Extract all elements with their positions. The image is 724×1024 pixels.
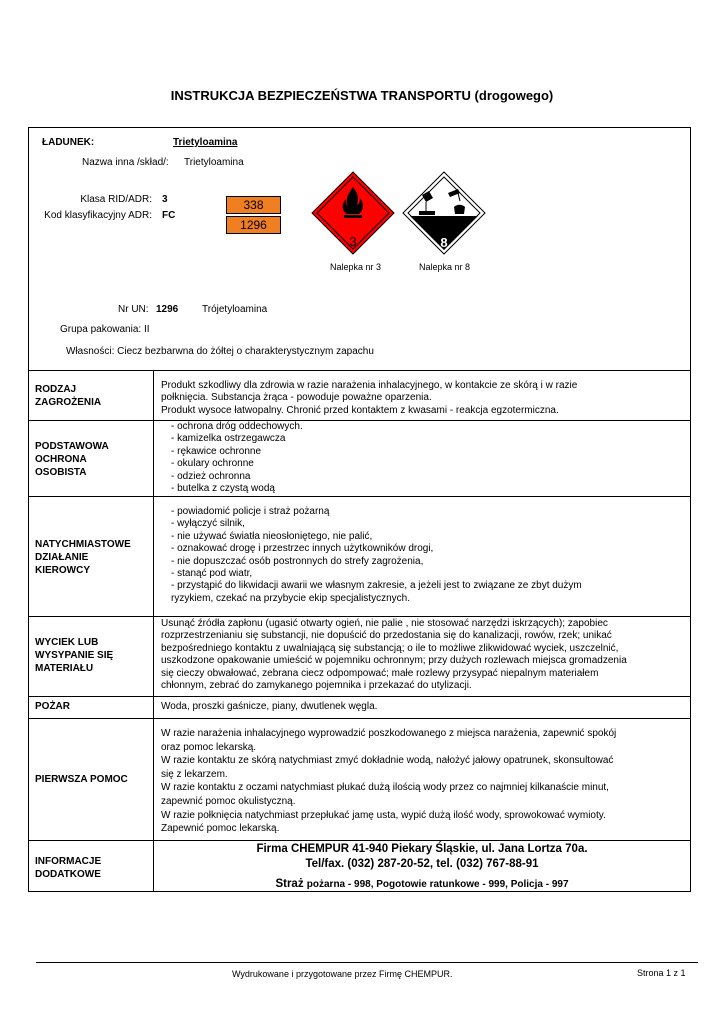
additional-info-label: INFORMACJE DODATKOWE: [35, 856, 102, 880]
class-value: 3: [162, 194, 168, 205]
properties: Własności: Ciecz bezbarwna do żółtej o charakterystycznym zapachu: [66, 346, 374, 357]
divider: [28, 496, 691, 497]
fire-label: POŻAR: [35, 701, 70, 712]
list-item: - okulary ochronne: [171, 458, 254, 470]
spill-label: WYCIEK LUB WYSYPANIE SIĘ MATERIAŁU: [35, 637, 114, 674]
list-item: - butelka z czystą wodą: [171, 483, 275, 495]
hazard-label: RODZAJ ZAGROŻENIA: [35, 384, 102, 408]
list-item: - przystąpić do likwidacji awarii we własnym zakresie, a jeżeli jest to związane ze zbyt dużym: [171, 580, 582, 592]
list-item: - rękawice ochronne: [171, 445, 262, 457]
other-name-label: Nazwa inna /skład/:: [82, 157, 169, 168]
divider: [28, 840, 691, 841]
un-label: Nr UN:: [118, 304, 149, 315]
protection-label: PODSTAWOWA OCHRONA OSOBISTA: [35, 441, 109, 478]
list-item: - kamizelka ostrzegawcza: [171, 433, 286, 445]
driver-actions-label: NATYCHMIASTOWE DZIAŁANIE KIEROWCY: [35, 539, 131, 576]
label3-caption: Nalepka nr 3: [330, 262, 382, 272]
list-item: ryzykiem, czekać na przybycie ekip specjalistycznych.: [171, 592, 410, 604]
company-info: Firma CHEMPUR 41-940 Piekary Śląskie, ul. Jana Lortza 70a.: [256, 843, 588, 855]
list-item: - powiadomić policje i straż pożarną: [171, 506, 330, 517]
hazard-content: Produkt szkodliwy dla zdrowia w razie narażenia inhalacyjnego, w kontakcie ze skórą i w razie połknięcia. Substancja żrąca - powoduje poważne oparzenia. Produkt wysoce łatwopalny. Chronić przed kontaktem z kwasami - reakcja egzotermiczna.: [161, 380, 578, 416]
label3-number: 3: [349, 234, 357, 249]
list-item: - oznakować drogę i przestrzec innych użytkowników drogi,: [171, 543, 434, 555]
un-number-plate: 1296: [226, 216, 281, 234]
cargo-label: ŁADUNEK:: [42, 137, 95, 148]
driver-actions-list: [171, 506, 582, 605]
cargo-name: Trietyloamina: [173, 137, 238, 148]
emergency-numbers: Straż pożarna - 998, Pogotowie ratunkowe - 999, Policja - 997: [275, 878, 569, 890]
list-item: - wyłączyć silnik,: [171, 518, 245, 530]
fire-content: Woda, proszki gaśnicze, piany, dwutlenek węgla.: [161, 701, 378, 712]
column-divider: [153, 370, 154, 892]
divider: [28, 696, 691, 697]
list-item: - odzież ochronna: [171, 470, 251, 482]
classification-code-value: FC: [162, 210, 176, 221]
divider: [28, 370, 691, 371]
first-aid-content: W razie narażenia inhalacyjnego wyprowadzić poszkodowanego z miejsca narażenia, zapewnić spokój oraz pomoc lekarską. W razie kontaktu ze skórą natychmiast zmyć dokładnie wodą, nałożyć jałowy opatrunek, skonsultować się z lekarzem. W razie kontaktu z oczami natychmiast płukać dużą ilością wody przez co najmniej kilkanaście minut, zapewnić pomoc okulistyczną. W razie połknięcia natychmiast przepłukać jamę usta, wypić dużą ilość wody, sprowokować wymioty. Zapewnić pomoc lekarską.: [161, 728, 617, 835]
label8-caption: Nalepka nr 8: [419, 262, 471, 272]
label8-number: 8: [440, 235, 448, 250]
divider: [28, 718, 691, 719]
list-item: - nie dopuszczać osób postronnych do strefy zagrożenia,: [171, 555, 424, 567]
list-item: - nie używać światła nieosłoniętego, nie palić,: [171, 530, 373, 542]
list-item: - stanąć pod wiatr,: [171, 568, 253, 580]
protection-list: [171, 421, 303, 495]
corrosive-label-icon: [402, 171, 486, 255]
spill-content: Usunąć źródła zapłonu (ugasić otwarty ogień, nie palie , nie stosować narzędzi iskrzących); zapobiec rozprzestrzenianiu się substancji, nie dopuścić do przedostania się do kanalizacji, rowów, rzek; unikać bezpośredniego kontaktu z uwalniającą się substancją; o ile to możliwe zlikwidować wyciek, uszczelnić, uszkodzone opakowanie umieścić w pojemniku ochronnym; przy dużych rozlewach miejsca gromadzenia się cieczy obwałować, zebrana ciecz odpompować; małe rozlewy przysypać niepalnym materiałem chłonnym, zebrać do zamykanego pojemnika i przekazać do utylizacji.: [161, 618, 627, 692]
company-phones: Tel/fax. (032) 287-20-52, tel. (032) 767-88-91: [305, 858, 539, 870]
flammable-label-icon: [311, 171, 395, 255]
packing-group: Grupa pakowania: II: [60, 324, 150, 335]
other-name-value: Trietyloamina: [184, 157, 244, 168]
classification-code-label: Kod klasyfikacyjny ADR:: [44, 210, 152, 221]
un-substance-name: Trójetyloamina: [202, 304, 268, 315]
un-value: 1296: [156, 304, 179, 315]
class-label: Klasa RID/ADR:: [80, 194, 152, 205]
divider: [28, 420, 691, 421]
list-item: - ochrona dróg oddechowych.: [171, 421, 303, 432]
footer-text: Wydrukowane i przygotowane przez Firmę CHEMPUR.: [232, 969, 453, 979]
first-aid-label: PIERWSZA POMOC: [35, 774, 128, 785]
page-title: INSTRUKCJA BEZPIECZEŃSTWA TRANSPORTU (drogowego): [170, 88, 554, 103]
footer-divider: [36, 962, 698, 963]
page-number: Strona 1 z 1: [637, 968, 686, 978]
hazard-number-plate: 338: [226, 196, 281, 214]
divider: [28, 616, 691, 617]
